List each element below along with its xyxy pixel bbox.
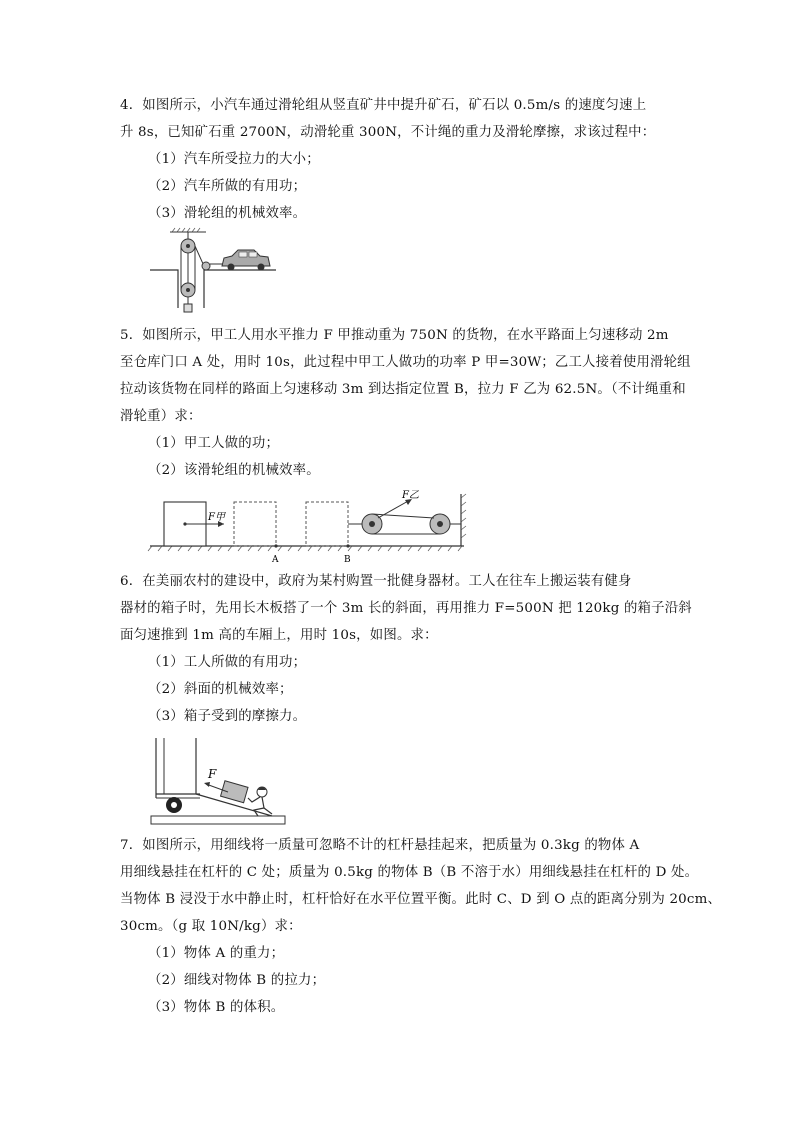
problem-6-question-2: （2）斜面的机械效率； xyxy=(148,682,293,697)
problem-4-figure-pulley-car xyxy=(148,228,278,320)
problem-6-line-3: 面匀速推到 1m 高的车厢上，用时 10s，如图。求： xyxy=(120,628,438,643)
problem-5-line-4: 滑轮重）求： xyxy=(120,409,202,424)
problem-4-question-2: （2）汽车所做的有用功； xyxy=(148,179,307,194)
problem-7-line-3: 当物体 B 浸没于水中静止时，杠杆恰好在水平位置平衡。此时 C、D 到 O 点的距离分别为 20cm、 xyxy=(120,892,722,907)
problem-4-question-3: （3）滑轮组的机械效率。 xyxy=(148,206,307,221)
problem-7-question-1: （1）物体 A 的重力； xyxy=(148,946,285,961)
problem-6-question-1: （1）工人所做的有用功； xyxy=(148,655,307,670)
problem-5-line-3: 拉动该货物在同样的路面上匀速移动 3m 到达指定位置 B，拉力 F 乙为 62.5N。（不计绳重和 xyxy=(120,382,686,397)
point-b-label: B xyxy=(344,555,351,565)
problem-5-question-2: （2）该滑轮组的机械效率。 xyxy=(148,463,320,478)
problem-7-line-4: 30cm。（g 取 10N/kg）求： xyxy=(120,919,302,934)
problem-4-line-2: 升 8s，已知矿石重 2700N，动滑轮重 300N，不计绳的重力及滑轮摩擦，求该过程中： xyxy=(120,125,656,140)
problem-6-line-1: 6．在美丽农村的建设中，政府为某村购置一批健身器材。工人在往车上搬运装有健身 xyxy=(120,574,632,589)
problem-5-figure-cargo-pulley xyxy=(148,484,478,568)
problem-4-question-1: （1）汽车所受拉力的大小； xyxy=(148,152,320,167)
problem-7-question-3: （3）物体 B 的体积。 xyxy=(148,1000,285,1015)
problem-4-line-1: 4．如图所示，小汽车通过滑轮组从竖直矿井中提升矿石，矿石以 0.5m/s 的速度匀速上 xyxy=(120,98,647,113)
problem-7-line-2: 用细线悬挂在杠杆的 C 处；质量为 0.5kg 的物体 B（B 不溶于水）用细线悬挂在杠杆的 D 处。 xyxy=(120,865,699,880)
problem-5-line-1: 5．如图所示，甲工人用水平推力 F 甲推动重为 750N 的货物，在水平路面上匀速移动 2m xyxy=(120,328,669,343)
point-a-label: A xyxy=(272,555,279,565)
force-yi-label: F乙 xyxy=(402,490,419,501)
problem-6-figure-incline xyxy=(148,736,288,828)
force-f-label: F xyxy=(208,767,217,781)
problem-6-line-2: 器材的箱子时，先用长木板搭了一个 3m 长的斜面，再用推力 F=500N 把 120kg 的箱子沿斜 xyxy=(120,601,692,616)
problem-6-question-3: （3）箱子受到的摩擦力。 xyxy=(148,709,307,724)
problem-7-line-1: 7．如图所示，用细线将一质量可忽略不计的杠杆悬挂起来，把质量为 0.3kg 的物体 A xyxy=(120,838,640,853)
problem-5-line-2: 至仓库门口 A 处，用时 10s，此过程中甲工人做功的功率 P 甲=30W；乙工人接着使用滑轮组 xyxy=(120,355,691,370)
force-jia-label: F甲 xyxy=(208,512,225,523)
problem-5-question-1: （1）甲工人做的功； xyxy=(148,436,280,451)
problem-7-question-2: （2）细线对物体 B 的拉力； xyxy=(148,973,326,988)
